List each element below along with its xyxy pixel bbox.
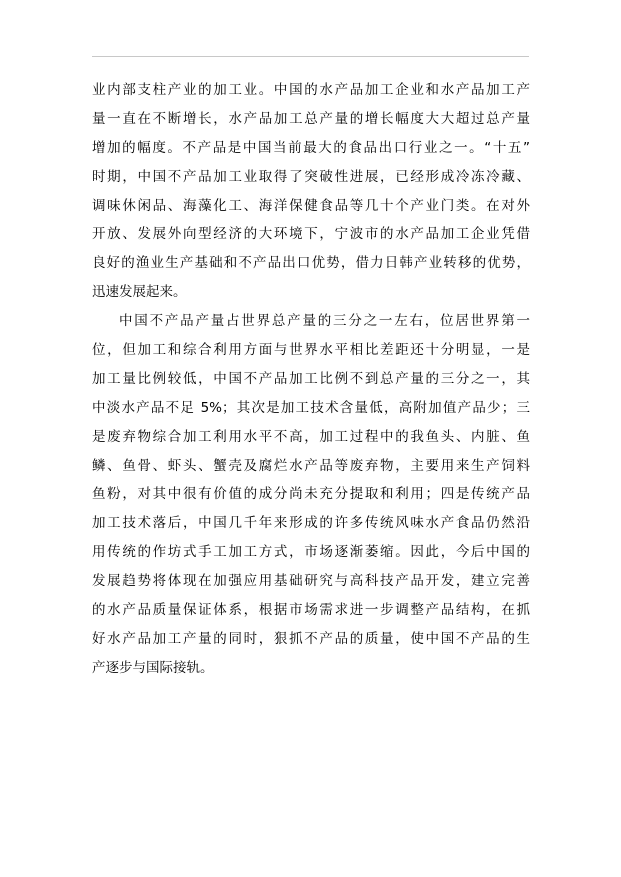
text-line: 良好的渔业生产基础和不产品出口优势，借力日韩产业转移的优势，: [92, 255, 530, 272]
text-line: 发展趋势将体现在加强应用基础研究与高科技产品开发，建立完善: [92, 573, 530, 590]
text-line: 调味休闲品、海藻化工、海洋保健食品等几十个产业门类。在对外: [92, 197, 530, 214]
text-line: 好水产品加工产量的同时，狠抓不产品的质量，使中国不产品的生: [92, 630, 530, 647]
text-line: 位，但加工和综合利用方面与世界水平相比差距还十分明显，一是: [92, 342, 530, 359]
text-line: 用传统的作坊式手工加工方式，市场逐渐萎缩。因此，今后中国的: [92, 544, 530, 561]
text-line: 开放、发展外向型经济的大环境下，宁波市的水产品加工企业凭借: [92, 226, 530, 243]
text-line: 量一直在不断增长，水产品加工总产量的增长幅度大大超过总产量: [92, 110, 530, 127]
text-line: 鳞、鱼骨、虾头、蟹壳及腐烂水产品等废弃物，主要用来生产饲料: [92, 457, 530, 474]
paragraph-1: [92, 76, 530, 307]
text-line: 的水产品质量保证体系，根据市场需求进一步调整产品结构，在抓: [92, 602, 530, 619]
text-line: 增加的幅度。不产品是中国当前最大的食品出口行业之一。“十五”: [92, 139, 530, 156]
text-line: 加工量比例较低，中国不产品加工比例不到总产量的三分之一，其: [92, 370, 530, 387]
text-line: 业内部支柱产业的加工业。中国的水产品加工企业和水产品加工产: [92, 82, 530, 98]
text-line: 时期，中国不产品加工业取得了突破性进展，已经形成冷冻冷藏、: [92, 168, 530, 185]
text-line: 中国不产品产量占世界总产量的三分之一左右，位居世界第一: [119, 313, 530, 330]
paragraph-2: [92, 307, 530, 683]
text-line: 加工技术落后，中国几千年来形成的许多传统风味水产食品仍然沿: [92, 515, 530, 532]
text-line: 迅速发展起来。: [92, 284, 187, 301]
text-line: 鱼粉，对其中很有价值的成分尚未充分提取和利用；四是传统产品: [92, 486, 530, 503]
body-text: [92, 76, 530, 683]
text-line: 是废弃物综合加工利用水平不高，加工过程中的我鱼头、内脏、鱼: [92, 428, 530, 445]
text-line: 产逐步与国际接轨。: [92, 659, 214, 676]
text-line: 中淡水产品不足 5%；其次是加工技术含量低，高附加值产品少；三: [92, 399, 530, 416]
header-rule: [92, 56, 529, 57]
